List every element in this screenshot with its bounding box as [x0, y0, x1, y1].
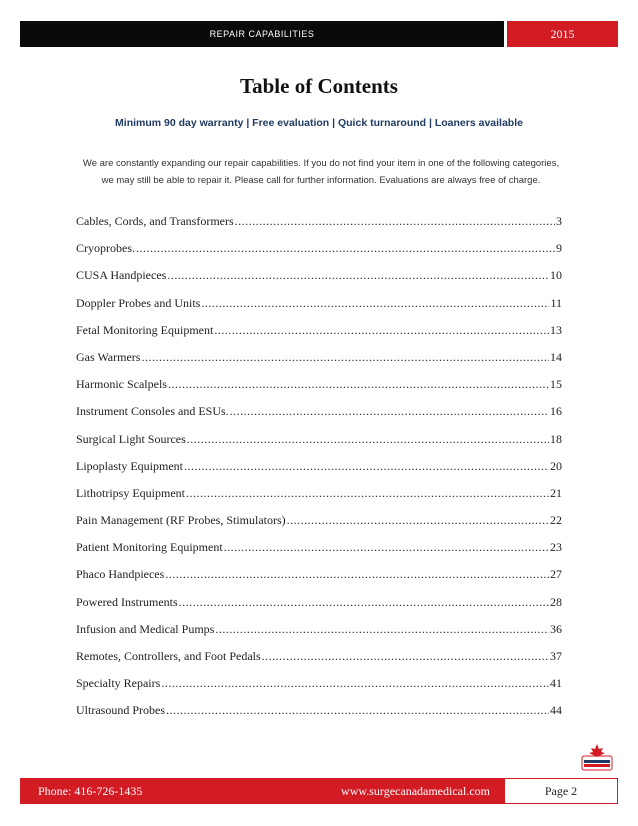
toc-entry-label: Phaco Handpieces	[76, 567, 165, 582]
toc-entry-label: Specialty Repairs	[76, 676, 161, 691]
toc-entry-label: Lipoplasty Equipment	[76, 458, 183, 473]
toc-entry-page: 21	[550, 485, 562, 500]
page-footer	[20, 778, 618, 804]
toc-leader-dots	[230, 404, 549, 419]
footer-website-link[interactable]: www.surgecanadamedical.com	[341, 783, 490, 798]
toc-entry[interactable]	[76, 459, 562, 486]
toc-entry-label: CUSA Handpieces	[76, 268, 167, 283]
toc-entry-label: Instrument Consoles and ESUs.	[76, 404, 229, 419]
footer-page-number: Page 2	[504, 778, 618, 804]
toc-leader-dots	[215, 622, 549, 637]
toc-entry[interactable]	[76, 404, 562, 431]
toc-entry-label: Pain Management (RF Probes, Stimulators)	[76, 513, 286, 528]
toc-leader-dots	[161, 676, 549, 691]
toc-entry[interactable]	[76, 676, 562, 703]
toc-entry[interactable]	[76, 350, 562, 377]
maple-leaf-logo-icon	[580, 742, 614, 774]
toc-entry-page: 22	[550, 513, 562, 528]
toc-entry-page: 15	[550, 377, 562, 392]
toc-entry-page: 28	[550, 594, 562, 609]
toc-leader-dots	[262, 649, 549, 664]
toc-entry-label: Doppler Probes and Units	[76, 295, 201, 310]
toc-leader-dots	[214, 323, 549, 338]
toc-entry-page: 3	[556, 214, 562, 228]
toc-leader-dots	[136, 241, 555, 256]
toc-leader-dots	[184, 459, 549, 474]
toc-entry-label: Surgical Light Sources	[76, 431, 186, 446]
footer-contact	[20, 778, 504, 804]
toc-entry-label: Lithotripsy Equipment	[76, 485, 185, 500]
page-subtitle: Minimum 90 day warranty | Free evaluation | Quick turnaround | Loaners available	[115, 117, 523, 129]
toc-entry-page: 37	[550, 649, 562, 663]
toc-entry-label: Fetal Monitoring Equipment	[76, 322, 214, 337]
footer-phone: Phone: 416-726-1435	[38, 783, 143, 798]
toc-entry-label: Ultrasound Probes	[76, 703, 165, 718]
toc-entry[interactable]	[76, 649, 562, 676]
toc-entry-page: 9	[556, 241, 562, 256]
toc-entry[interactable]	[76, 622, 562, 649]
toc-entry-page: 20	[550, 458, 562, 473]
toc-entry[interactable]	[76, 296, 562, 323]
toc-leader-dots	[141, 350, 549, 365]
toc-entry[interactable]	[76, 214, 562, 241]
toc-entry-page: 44	[550, 703, 562, 718]
toc-entry-page: 27	[550, 567, 562, 582]
toc-entry[interactable]	[76, 540, 562, 567]
toc-entry[interactable]	[76, 567, 562, 594]
toc-leader-dots	[166, 703, 549, 718]
toc-entry-page: 11	[550, 295, 562, 310]
toc-entry-label: Powered Instruments	[76, 594, 178, 609]
toc-leader-dots	[186, 486, 549, 501]
toc-leader-dots	[179, 595, 549, 610]
toc-entry-label: Cables, Cords, and Transformers	[76, 214, 234, 228]
toc-entry[interactable]	[76, 377, 562, 404]
toc-leader-dots	[167, 268, 549, 283]
toc-entry[interactable]	[76, 268, 562, 295]
toc-entry-page: 18	[550, 431, 562, 446]
toc-entry-label: Harmonic Scalpels	[76, 377, 167, 392]
toc-entry-label: Cryoprobes.	[76, 241, 135, 256]
toc-entry-page: 10	[550, 268, 562, 283]
toc-entry-page: 14	[550, 349, 562, 364]
table-of-contents	[76, 214, 562, 731]
intro-paragraph: We are constantly expanding our repair capabilities. If you do not find your item in one of the following categories, we may still be able to repair it. Please call for further information. Evaluations are always free of charge.	[82, 158, 560, 186]
toc-leader-dots	[168, 377, 549, 392]
toc-entry[interactable]	[76, 513, 562, 540]
toc-entry-label: Patient Monitoring Equipment	[76, 540, 223, 555]
toc-entry-page: 16	[550, 404, 562, 419]
toc-entry[interactable]	[76, 595, 562, 622]
toc-entry-label: Remotes, Controllers, and Foot Pedals	[76, 649, 261, 663]
toc-leader-dots	[224, 540, 549, 555]
page-title: Table of Contents	[240, 74, 398, 98]
toc-leader-dots	[187, 432, 549, 447]
toc-entry[interactable]	[76, 241, 562, 268]
toc-entry-page: 13	[550, 322, 562, 337]
toc-entry-label: Gas Warmers	[76, 349, 141, 364]
toc-entry-page: 41	[550, 676, 562, 691]
toc-entry[interactable]	[76, 432, 562, 459]
toc-leader-dots	[287, 513, 549, 528]
toc-entry-label: Infusion and Medical Pumps	[76, 621, 215, 636]
toc-entry[interactable]	[76, 703, 562, 730]
page-header	[20, 21, 618, 47]
toc-leader-dots	[165, 567, 549, 582]
toc-entry-page: 23	[550, 540, 562, 555]
toc-leader-dots	[235, 214, 555, 229]
header-section-title: REPAIR CAPABILITIES	[20, 21, 504, 47]
header-year: 2015	[504, 21, 618, 47]
toc-entry[interactable]	[76, 486, 562, 513]
toc-entry[interactable]	[76, 323, 562, 350]
toc-entry-page: 36	[550, 621, 562, 636]
toc-leader-dots	[201, 296, 549, 311]
